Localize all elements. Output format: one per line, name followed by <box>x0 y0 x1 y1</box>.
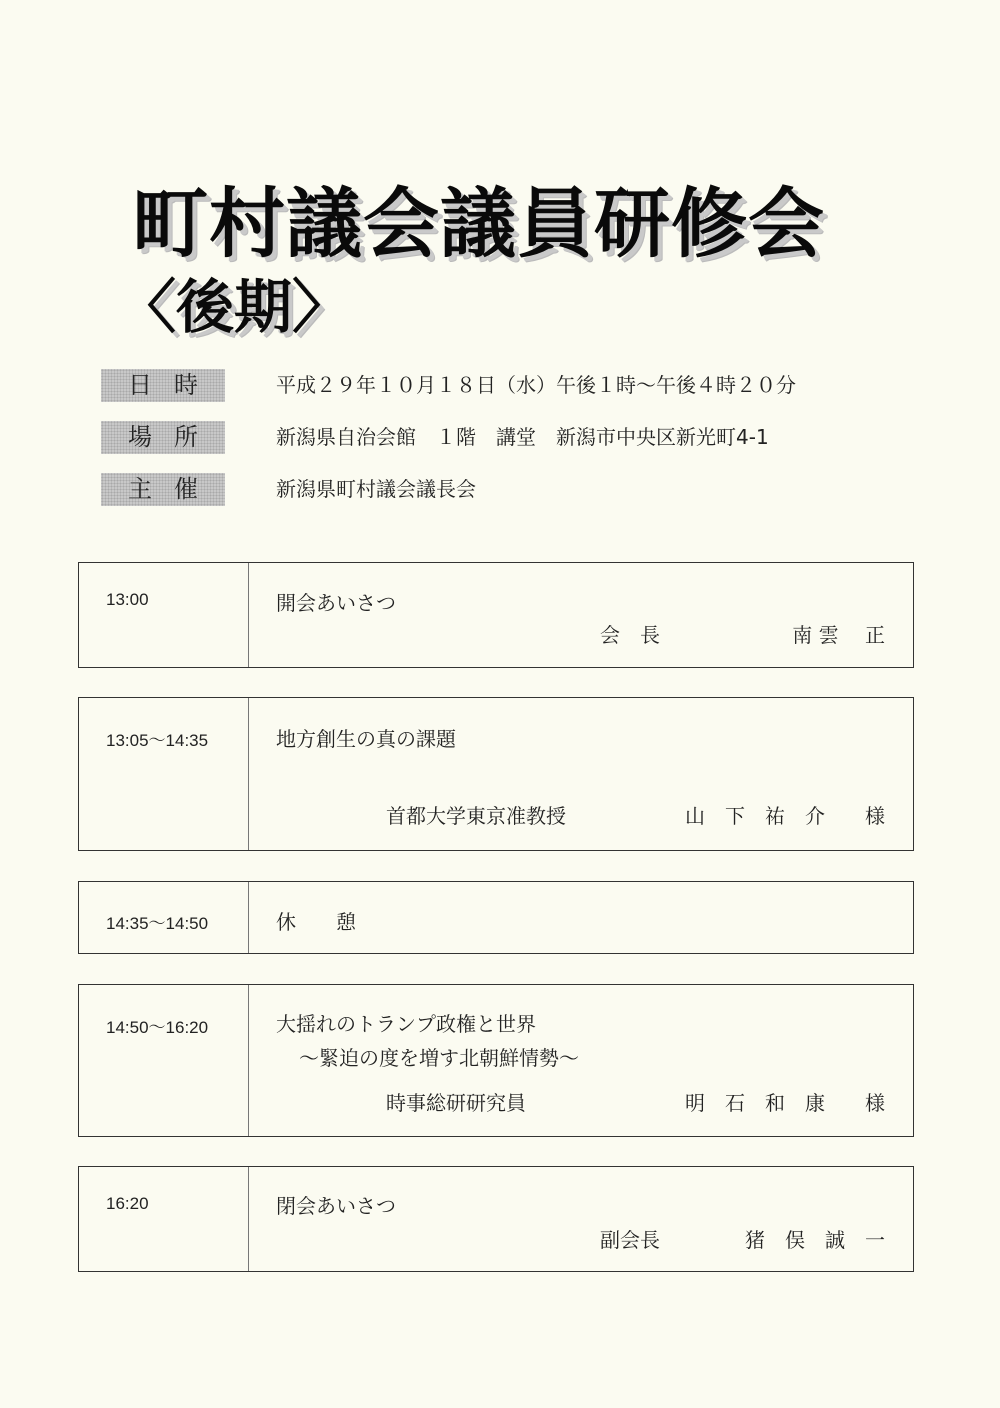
schedule-topic: 地方創生の真の課題 <box>276 727 456 751</box>
schedule-time: 13:05～14:35 <box>106 731 209 750</box>
speaker-role: 副会長 <box>600 1228 660 1252</box>
speaker-name: 南 雲 正 <box>792 623 885 647</box>
schedule-item-opening <box>78 562 914 668</box>
speaker-name: 明 石 和 康 様 <box>685 1091 885 1115</box>
info-row-host <box>0 473 1000 507</box>
schedule-time: 14:50～16:20 <box>106 1018 209 1037</box>
date-value: 平成２９年１０月１８日（水）午後１時～午後４時２０分 <box>276 373 796 397</box>
schedule-item-closing <box>78 1166 914 1272</box>
schedule-time: 13:00 <box>106 590 149 609</box>
place-value: 新潟県自治会館 １階 講堂 新潟市中央区新光町4-1 <box>276 425 769 449</box>
host-value: 新潟県町村議会議長会 <box>276 477 476 501</box>
schedule-topic: 大揺れのトランプ政権と世界 <box>276 1012 536 1036</box>
schedule-item-break <box>78 881 914 954</box>
speaker-role: 首都大学東京准教授 <box>386 804 566 828</box>
column-divider <box>248 882 249 953</box>
speaker-role: 時事総研研究員 <box>386 1091 526 1115</box>
info-row-date <box>0 369 1000 403</box>
schedule-item-lecture-1 <box>78 697 914 851</box>
speaker-name: 山 下 祐 介 様 <box>685 804 885 828</box>
host-label: 主催 <box>101 473 225 506</box>
document-title: 町村議会議員研修会 <box>132 179 825 268</box>
schedule-topic: 閉会あいさつ <box>276 1194 396 1218</box>
schedule-topic: 開会あいさつ <box>276 591 396 615</box>
schedule-time: 14:35～14:50 <box>106 914 209 933</box>
info-row-place <box>0 421 1000 455</box>
column-divider <box>248 985 249 1136</box>
schedule-time: 16:20 <box>106 1194 149 1213</box>
column-divider <box>248 1167 249 1271</box>
place-label: 場所 <box>101 421 225 454</box>
schedule-item-lecture-2 <box>78 984 914 1137</box>
schedule-topic: 休 憩 <box>276 910 356 934</box>
document-subtitle: 〈後期〉 <box>118 273 351 341</box>
column-divider <box>248 698 249 850</box>
speaker-role: 会 長 <box>600 623 660 647</box>
column-divider <box>248 563 249 667</box>
speaker-name: 猪 俣 誠 一 <box>745 1228 885 1252</box>
date-label: 日時 <box>101 369 225 402</box>
schedule-subtopic: ～緊迫の度を増す北朝鮮情勢～ <box>299 1046 579 1070</box>
